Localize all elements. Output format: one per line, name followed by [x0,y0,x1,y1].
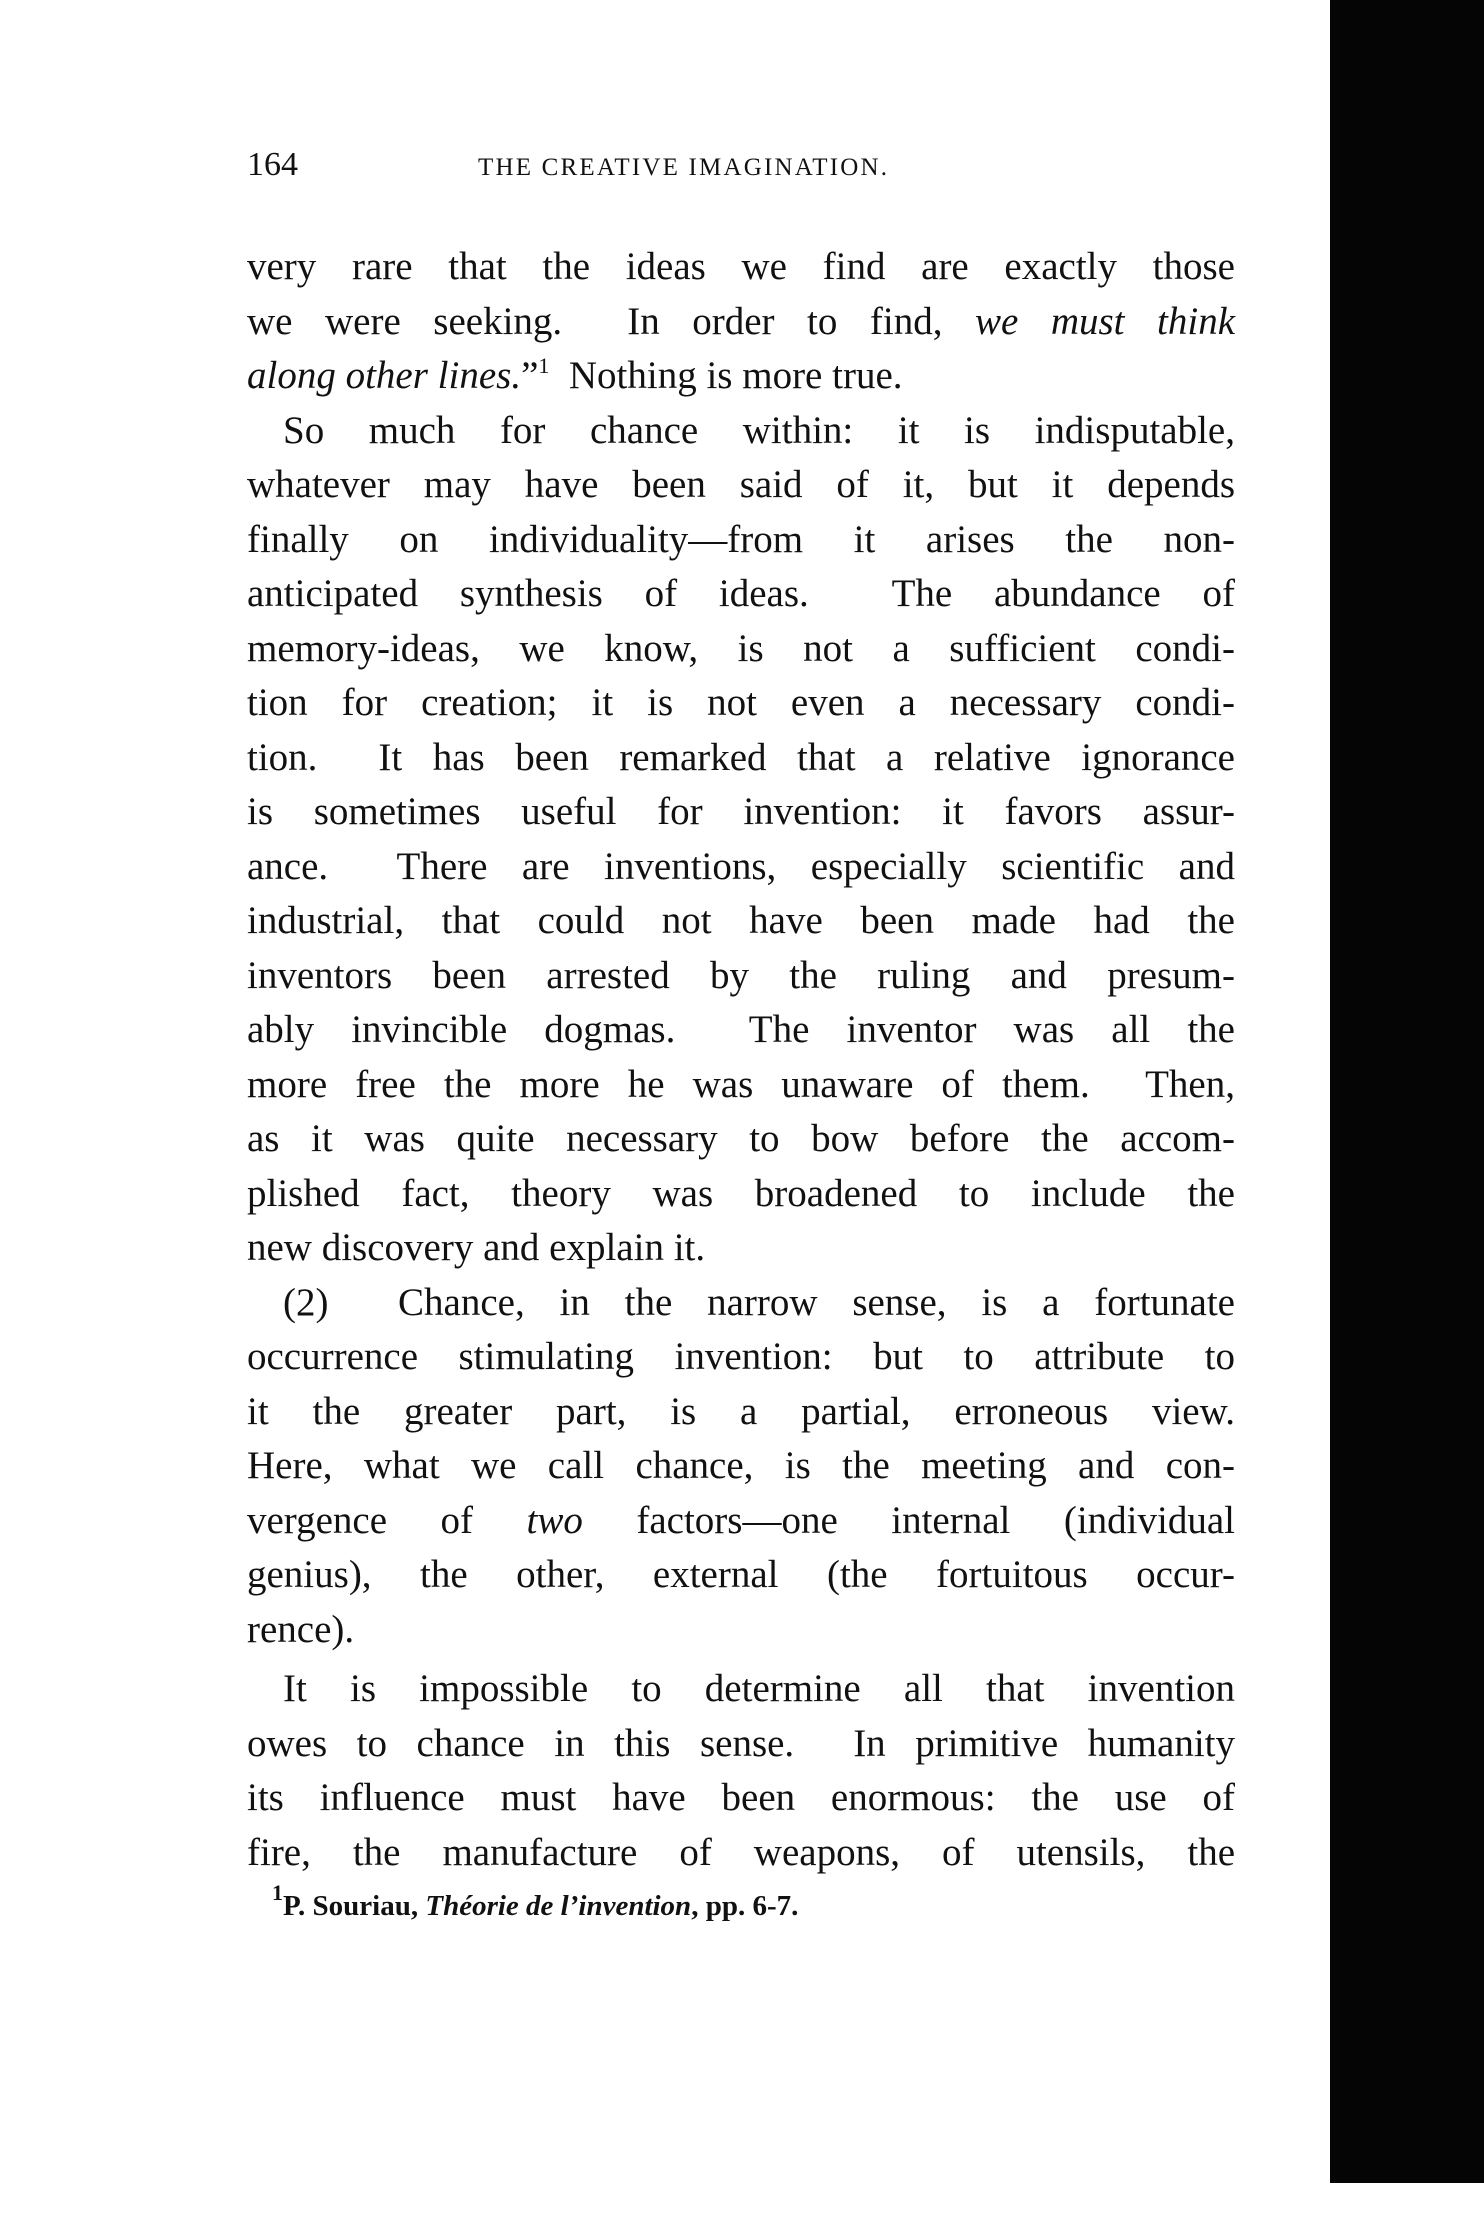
text-segment: we were seeking. In order to find, [247,299,975,343]
text-segment: ably invincible dogmas. The inventor was all the [247,1008,1235,1051]
text-line [247,1058,1235,1113]
text-segment: memory-ideas, we know, is not a sufficient condi- [247,626,1235,670]
body-text [247,240,1235,1880]
text-segment: vergence of [247,1498,527,1542]
text-segment: new discovery and explain it. [247,1226,706,1269]
text-segment: genius), the other, external (the fortuitous occur- [247,1553,1235,1596]
text-line [247,1003,1235,1058]
text-line [247,840,1235,895]
text-segment: very rare that the ideas we find are exactly those [247,245,1235,288]
text-line [247,1439,1235,1494]
text-line [247,676,1235,731]
italic-text: two [526,1498,583,1542]
text-line [247,731,1235,786]
text-segment: Nothing is more true. [549,354,903,397]
scan-edge-shadow [1330,0,1484,2183]
text-line [247,1662,1235,1717]
text-segment: its influence must have been enormous: the use of [247,1776,1235,1819]
text-line [247,458,1235,513]
text-segment: inventors been arrested by the ruling and presum- [247,953,1235,997]
text-line [247,1548,1235,1603]
text-line [247,1826,1235,1881]
text-segment: rence). [247,1607,355,1651]
text-segment: owes to chance in this sense. In primitive humanity [247,1721,1235,1765]
italic-text: we must think [974,299,1236,343]
page-number: 164 [247,146,298,183]
text-line [247,1771,1235,1826]
text-line [247,1330,1235,1385]
text-segment: more free the more he was unaware of them. Then, [247,1062,1235,1106]
text-segment: industrial, that could not have been made had the [247,899,1235,942]
text-segment: whatever may have been said of it, but it depends [247,463,1235,506]
text-segment: is sometimes useful for invention: it favors assur- [247,790,1235,833]
text-segment: ance. There are inventions, especially scientific and [247,844,1235,888]
text-line [247,567,1235,622]
text-line [247,1167,1235,1222]
text-segment: finally on individuality—from it arises the non- [247,517,1235,561]
text-segment: tion for creation; it is not even a necessary condi- [247,681,1235,724]
text-line [247,240,1235,295]
text-line [247,894,1235,949]
text-segment: factors—one internal (individual [582,1498,1236,1542]
text-segment: (2) Chance, in the narrow sense, is a fortunate [283,1280,1235,1324]
footnote-reference: 1 [538,353,550,378]
text-line [247,1276,1235,1331]
text-line [247,1221,1235,1276]
text-line [247,1385,1235,1440]
footnote-pages: , pp. 6-7. [691,1890,799,1922]
footnote [272,1880,799,1923]
running-head: THE CREATIVE IMAGINATION. [478,154,890,181]
text-line [247,513,1235,568]
text-segment: anticipated synthesis of ideas. The abundance of [247,572,1235,615]
text-line [247,622,1235,677]
text-line [247,1717,1235,1772]
text-segment: It is impossible to determine all that invention [283,1667,1235,1710]
footnote-title: Théorie de l’invention [425,1890,692,1922]
text-segment: occurrence stimulating invention: but to attribute to [247,1335,1235,1378]
text-line [247,349,1235,404]
text-segment: tion. It has been remarked that a relative ignorance [247,735,1235,779]
text-line [247,1112,1235,1167]
footnote-marker: 1 [272,1880,283,1905]
text-segment: So much for chance within: it is indisputable, [283,408,1235,452]
text-line [247,1494,1235,1549]
footnote-author: P. Souriau, [283,1890,426,1922]
text-segment: ” [521,354,539,397]
italic-text: along other lines. [247,354,522,397]
text-segment: it the greater part, is a partial, erroneous view. [247,1389,1235,1433]
text-line [247,1603,1235,1658]
text-line [247,949,1235,1004]
page-header [247,146,1237,196]
text-line [247,404,1235,459]
text-line [247,785,1235,840]
text-segment: plished fact, theory was broadened to include the [247,1171,1235,1215]
text-segment: as it was quite necessary to bow before the accom- [247,1117,1235,1160]
text-segment: fire, the manufacture of weapons, of utensils, the [247,1830,1235,1874]
text-segment: Here, what we call chance, is the meeting and con- [247,1444,1235,1487]
text-line [247,295,1235,350]
